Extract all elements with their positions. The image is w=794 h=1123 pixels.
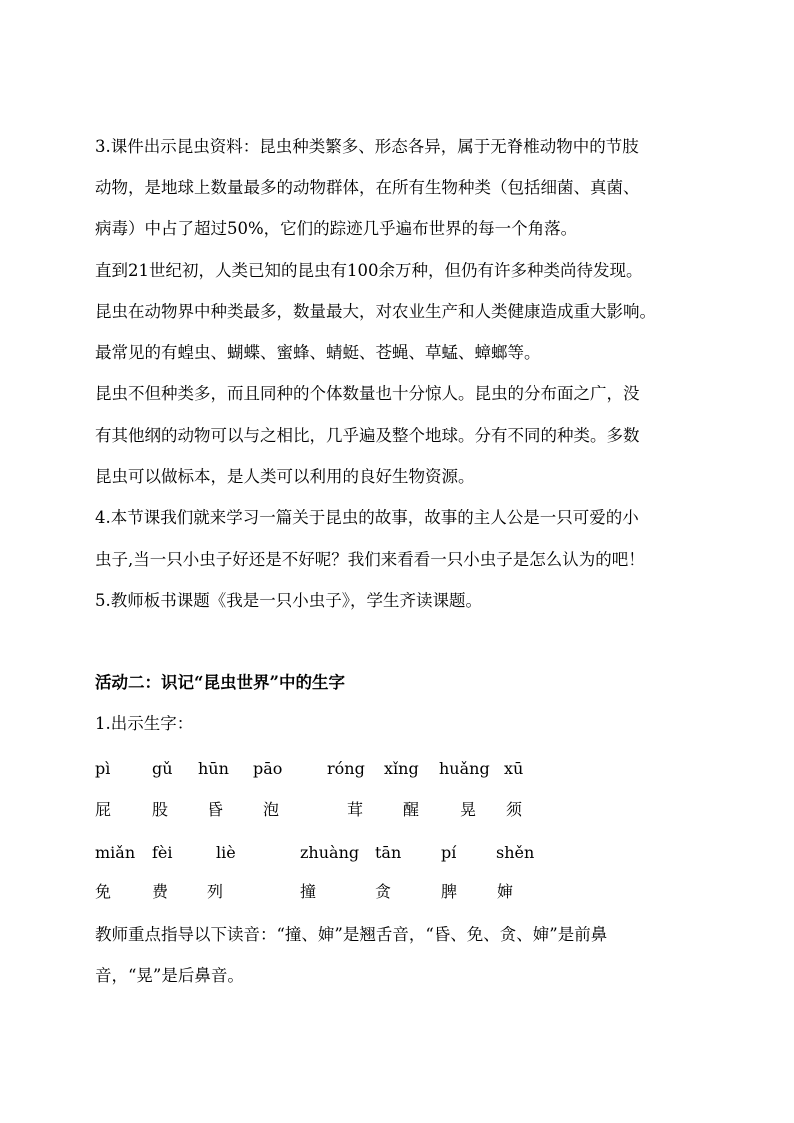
pinyin-cell: fèi	[152, 843, 173, 862]
char-cell: 泡	[263, 800, 280, 819]
pinyin-cell: pì	[95, 759, 111, 778]
char-cell: 贪	[375, 882, 392, 901]
char-cell: 撞	[300, 882, 317, 901]
char-cell: 昏	[207, 800, 224, 819]
section3-line-8: 有其他纲的动物可以与之相比，几乎遍及整个地球。分有不同的种类。多数	[95, 426, 640, 445]
pinyin-cell: pāo	[253, 759, 283, 778]
pinyin-cell: huǎng	[439, 759, 490, 778]
section4-line-1: 4.本节课我们就来学习一篇关于昆虫的故事，故事的主人公是一只可爱的小	[95, 508, 639, 527]
section3-line-1: 3.课件出示昆虫资料：昆虫种类繁多、形态各异，属于无脊椎动物中的节肢	[95, 137, 639, 156]
pinyin-cell: zhuàng	[300, 843, 360, 862]
char-cell: 须	[506, 800, 523, 819]
pinyin-cell: shěn	[496, 843, 535, 862]
char-cell: 费	[152, 882, 169, 901]
char-cell: 股	[152, 800, 169, 819]
section5-line: 5.教师板书课题《我是一只小虫子》，学生齐读课题。	[95, 591, 482, 610]
section3-line-2: 动物，是地球上数量最多的动物群体，在所有生物种类（包括细菌、真菌、	[95, 178, 640, 197]
pinyin-cell: tān	[375, 843, 402, 862]
char-cell: 晃	[460, 800, 477, 819]
pinyin-cell: xǐng	[384, 759, 419, 778]
section3-line-7: 昆虫不但种类多，而且同种的个体数量也十分惊人。昆虫的分布面之广，没	[95, 384, 640, 403]
pinyin-cell: miǎn	[95, 843, 136, 862]
pinyin-cell: gǔ	[152, 759, 173, 778]
section3-line-4: 直到21世纪初，人类已知的昆虫有100余万种，但仍有许多种类尚待发现。	[95, 261, 643, 280]
teacher-note-line-2: 音，“晃”是后鼻音。	[95, 966, 244, 985]
char-cell: 屁	[95, 800, 112, 819]
teacher-note-line-1: 教师重点指导以下读音：“撞、婶”是翘舌音，“昏、免、贪、婶”是前鼻	[95, 925, 608, 944]
char-cell: 婶	[497, 882, 514, 901]
activity2-heading: 活动二：识记“昆虫世界”中的生字	[95, 673, 345, 692]
section4-line-2: 虫子,当一只小虫子好还是不好呢？我们来看看一只小虫子是怎么认为的吧！	[95, 550, 645, 569]
pinyin-cell: pí	[441, 843, 457, 862]
char-cell: 脾	[441, 882, 458, 901]
section3-line-9: 昆虫可以做标本，是人类可以利用的良好生物资源。	[95, 467, 475, 486]
pinyin-cell: xū	[504, 759, 524, 778]
char-cell: 茸	[347, 800, 364, 819]
section3-line-5: 昆虫在动物界中种类最多，数量最大，对农业生产和人类健康造成重大影响。	[95, 302, 656, 321]
char-cell: 列	[207, 882, 224, 901]
char-cell: 免	[95, 882, 112, 901]
activity2-show-label: 1.出示生字：	[95, 714, 194, 733]
pinyin-cell: róng	[327, 759, 365, 778]
pinyin-cell: hūn	[198, 759, 229, 778]
section3-line-3: 病毒）中占了超过50%，它们的踪迹几乎遍布世界的每一个角落。	[95, 219, 578, 238]
char-cell: 醒	[403, 800, 420, 819]
section3-line-6: 最常见的有蝗虫、蝴蝶、蜜蜂、蜻蜓、苍蝇、草蜢、蟑螂等。	[95, 343, 541, 362]
pinyin-cell: liè	[216, 843, 236, 862]
